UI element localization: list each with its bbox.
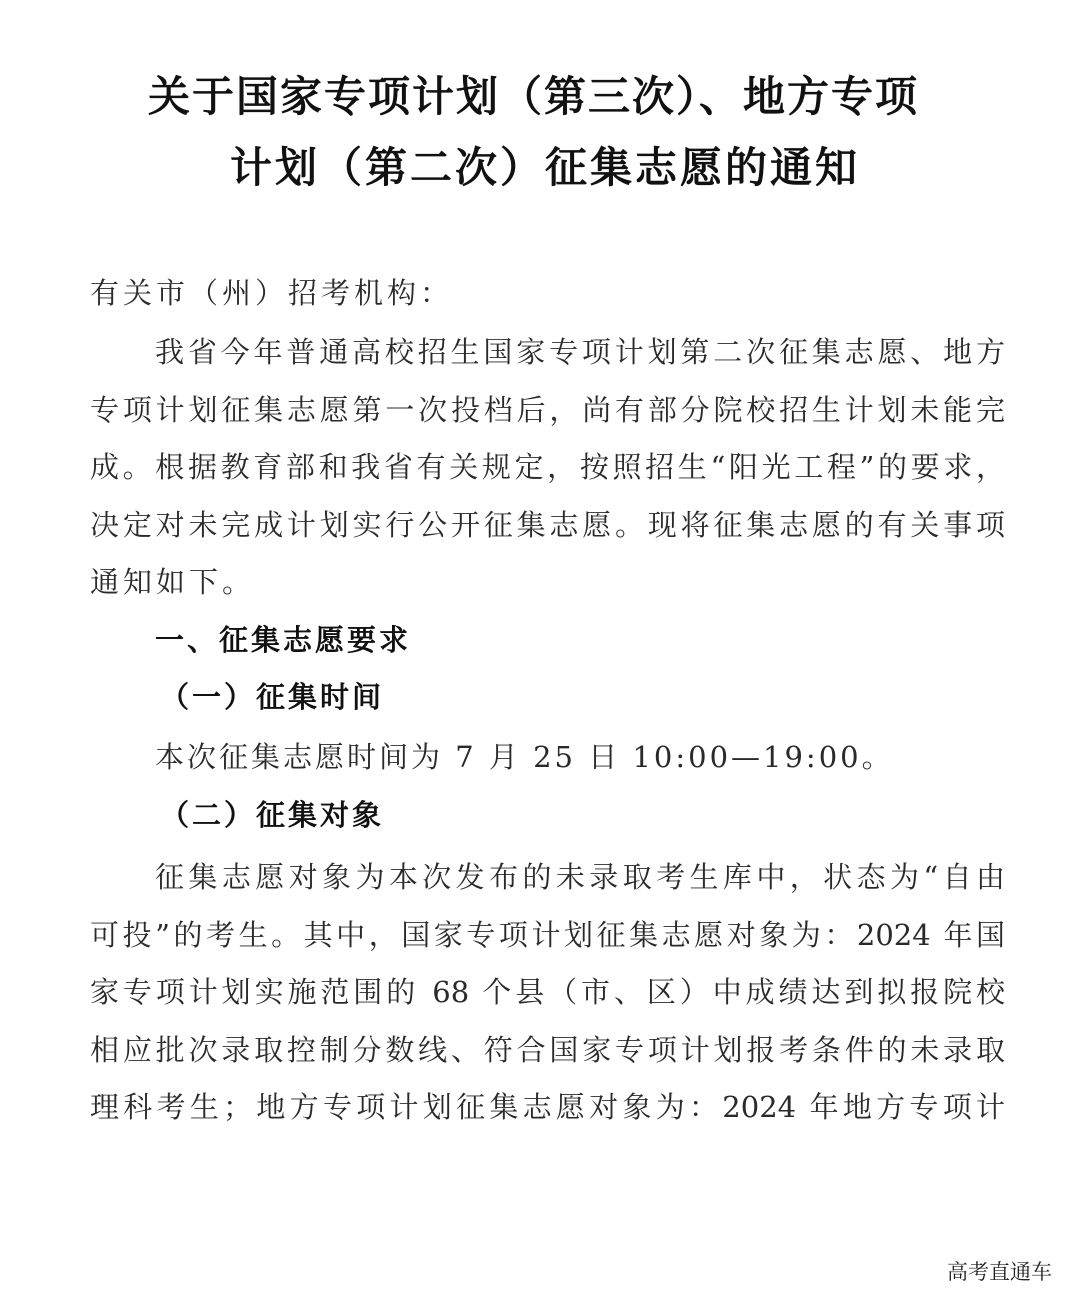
intro-line: 专项计划征集志愿第一次投档后，尚有部分院校招生计划未能完 xyxy=(90,393,1005,427)
collection-time-text: 本次征集志愿时间为 7 月 25 日 10:00—19:00。 xyxy=(155,740,894,774)
intro-line: 通知如下。 xyxy=(90,565,256,599)
target-line: 理科考生；地方专项计划征集志愿对象为：2024 年地方专项计 xyxy=(90,1090,1005,1124)
intro-line: 决定对未完成计划实行公开征集志愿。现将征集志愿的有关事项 xyxy=(90,508,1005,542)
target-line: 征集志愿对象为本次发布的未录取考生库中，状态为“自由 xyxy=(155,860,1005,894)
watermark: 高考直通车 xyxy=(947,1260,1052,1284)
target-line: 相应批次录取控制分数线、符合国家专项计划报考条件的未录取 xyxy=(90,1033,1005,1067)
subsection-heading-target: （二）征集对象 xyxy=(160,798,385,832)
target-line: 家专项计划实施范围的 68 个县（市、区）中成绩达到拟报院校 xyxy=(90,975,1005,1009)
intro-line: 我省今年普通高校招生国家专项计划第二次征集志愿、地方 xyxy=(155,335,1005,369)
title-line-2: 计划（第二次）征集志愿的通知 xyxy=(230,143,861,192)
intro-line: 成。根据教育部和我省有关规定，按照招生“阳光工程”的要求， xyxy=(90,450,1005,484)
subsection-heading-time: （一）征集时间 xyxy=(160,680,385,714)
target-line: 可投”的考生。其中，国家专项计划征集志愿对象为：2024 年国 xyxy=(90,918,1005,952)
section-heading: 一、征集志愿要求 xyxy=(155,623,412,657)
title-line-1: 关于国家专项计划（第三次）、地方专项 xyxy=(148,72,920,121)
salutation: 有关市（州）招考机构： xyxy=(90,276,454,310)
